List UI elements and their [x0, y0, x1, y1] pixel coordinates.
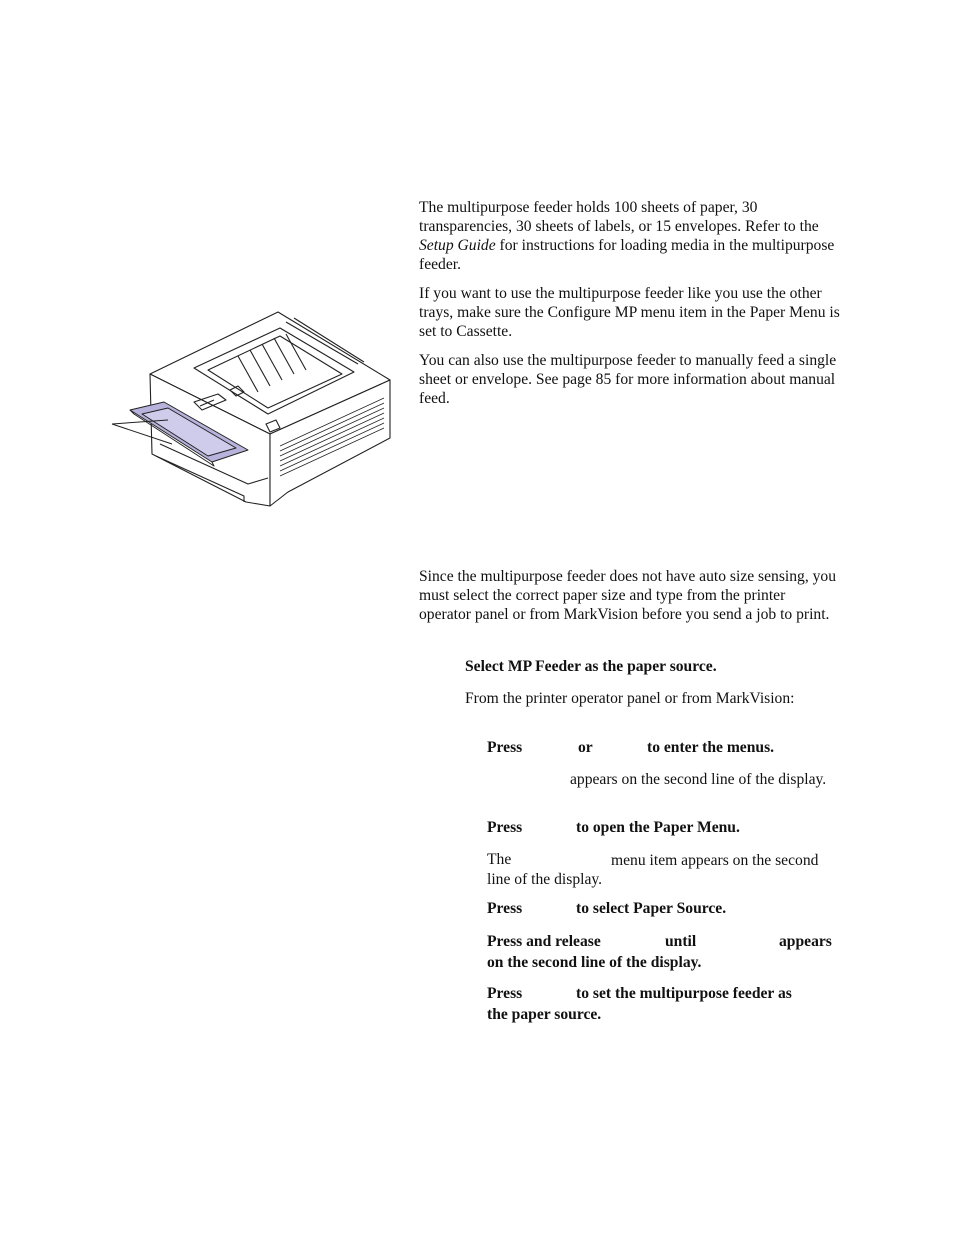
intro-paragraph-capacity — [419, 198, 840, 274]
substep-2-press: Press — [487, 819, 523, 836]
substep-2-result-the: The — [487, 851, 512, 868]
substep-2-end: to open the Paper Menu. — [576, 819, 740, 836]
substep-4-line2: on the second line of the display. — [487, 954, 702, 971]
substep-4-press-release: Press and release — [487, 933, 601, 950]
intro-paragraph-manual-feed: You can also use the multipurpose feeder to manually feed a single sheet or envelope. See page 85 for more information about manual feed. — [419, 352, 837, 407]
step-heading-select-mp-feeder: Select MP Feeder as the paper source. — [465, 658, 717, 675]
intro-text-end: for instructions for loading media in the multipurpose feeder. — [419, 237, 835, 273]
substep-5-line2: the paper source. — [487, 1006, 602, 1023]
substep-1-end: to enter the menus. — [647, 739, 775, 756]
intro-paragraph-trays: If you want to use the multipurpose feeder like you use the other trays, make sure the Configure MP menu item in the Paper Menu is set to Cassette. — [419, 285, 840, 340]
substep-1-result: appears on the second line of the display. — [570, 771, 827, 788]
substep-5-end: to set the multipurpose feeder as — [576, 985, 792, 1002]
substep-4-until: until — [665, 933, 697, 950]
substep-1-press: Press — [487, 739, 523, 756]
setup-guide-title: Setup Guide — [419, 237, 496, 254]
substep-4-appears: appears — [779, 933, 832, 950]
substep-2-result: menu item appears on the second line of the display. — [487, 852, 819, 888]
substep-5-press: Press — [487, 985, 523, 1002]
intro-text: The multipurpose feeder holds 100 sheets of paper, 30 transparencies, 30 sheets of labels, or 15 envelopes. Refer to the — [419, 199, 819, 235]
section-paragraph-size-sensing: Since the multipurpose feeder does not have auto size sensing, you must select the correct paper size and type from the printer operator panel or from MarkVision before you send a job to print. — [419, 568, 837, 623]
substep-3-press: Press — [487, 900, 523, 917]
substep-3-end: to select Paper Source. — [576, 900, 727, 917]
printer-illustration — [108, 306, 398, 512]
step-description: From the printer operator panel or from MarkVision: — [465, 690, 795, 707]
substep-1-or: or — [578, 739, 593, 756]
